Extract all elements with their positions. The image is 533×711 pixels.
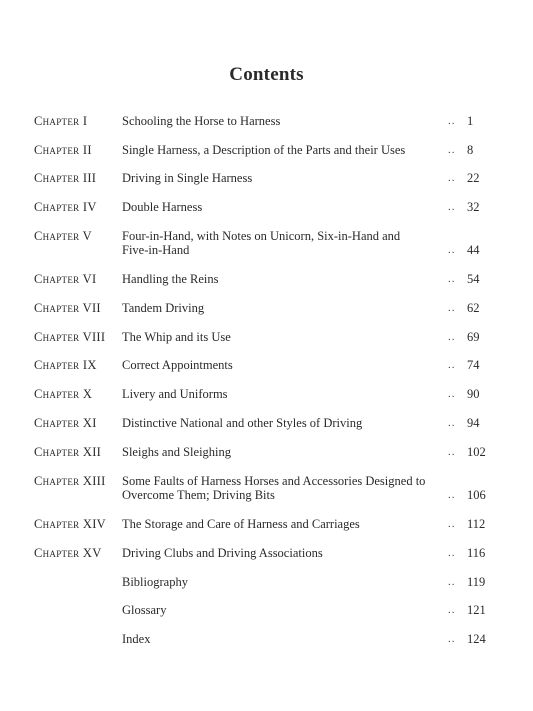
chapter-label: Chapter IV bbox=[34, 200, 97, 214]
page-number: 90 bbox=[467, 387, 480, 401]
chapter-title-line: Schooling the Horse to Harness bbox=[122, 114, 281, 128]
chapter-title-line: The Storage and Care of Harness and Carriages bbox=[122, 517, 360, 531]
leader-dots: .. bbox=[448, 201, 456, 213]
page-number: 121 bbox=[467, 603, 486, 617]
chapter-label: Chapter VIII bbox=[34, 330, 106, 344]
leader-dots: .. bbox=[448, 518, 456, 530]
page-number: 106 bbox=[467, 488, 486, 502]
leader-dots: .. bbox=[448, 331, 456, 343]
chapter-title-line: Double Harness bbox=[122, 200, 203, 214]
chapter-title-line: Overcome Them; Driving Bits bbox=[122, 488, 275, 502]
chapter-label: Chapter III bbox=[34, 171, 97, 185]
chapter-title-line: Index bbox=[122, 632, 151, 646]
page-number: 124 bbox=[467, 632, 486, 646]
chapter-title-line: Correct Appointments bbox=[122, 358, 233, 372]
leader-dots: .. bbox=[448, 388, 456, 400]
page-number: 112 bbox=[467, 517, 486, 531]
page-number: 119 bbox=[467, 575, 486, 589]
page-number: 62 bbox=[467, 301, 480, 315]
chapter-title-line: Some Faults of Harness Horses and Accessories Designed to bbox=[122, 474, 426, 488]
chapter-label: Chapter I bbox=[34, 114, 88, 128]
leader-dots: .. bbox=[448, 302, 456, 314]
chapter-title-line: Bibliography bbox=[122, 575, 188, 589]
chapter-title-line: Four-in-Hand, with Notes on Unicorn, Six-in-Hand and bbox=[122, 229, 401, 243]
chapter-label: Chapter VI bbox=[34, 272, 97, 286]
chapter-title bbox=[122, 603, 422, 617]
chapter-title-line: The Whip and its Use bbox=[122, 330, 231, 344]
chapter-title-line: Distinctive National and other Styles of Driving bbox=[122, 416, 363, 430]
page-number: 44 bbox=[467, 243, 480, 257]
chapter-label: Chapter XV bbox=[34, 546, 102, 560]
chapter-title bbox=[122, 171, 422, 185]
chapter-title bbox=[122, 114, 422, 128]
chapter-title-line: Single Harness, a Description of the Parts and their Uses bbox=[122, 143, 406, 157]
chapter-label: Chapter VII bbox=[34, 301, 101, 315]
leader-dots: .. bbox=[448, 576, 456, 588]
chapter-label: Chapter X bbox=[34, 387, 93, 401]
chapter-title bbox=[122, 632, 422, 646]
chapter-title bbox=[122, 416, 422, 430]
chapter-title bbox=[122, 445, 422, 459]
leader-dots: .. bbox=[448, 633, 456, 645]
leader-dots: .. bbox=[448, 244, 456, 256]
page-number: 116 bbox=[467, 546, 486, 560]
chapter-title bbox=[122, 546, 422, 560]
chapter-label: Chapter II bbox=[34, 143, 92, 157]
chapter-label: Chapter V bbox=[34, 229, 92, 243]
chapter-title-line: Driving in Single Harness bbox=[122, 171, 253, 185]
chapter-title bbox=[122, 229, 422, 257]
page-number: 102 bbox=[467, 445, 486, 459]
chapter-title bbox=[122, 301, 422, 315]
chapter-title bbox=[122, 143, 422, 157]
chapter-title bbox=[122, 200, 422, 214]
page-number: 22 bbox=[467, 171, 480, 185]
chapter-title bbox=[122, 575, 422, 589]
page-number: 94 bbox=[467, 416, 480, 430]
chapter-title-line: Tandem Driving bbox=[122, 301, 205, 315]
chapter-title-line: Five-in-Hand bbox=[122, 243, 190, 257]
chapter-title-line: Glossary bbox=[122, 603, 167, 617]
leader-dots: .. bbox=[448, 273, 456, 285]
page-title: Contents bbox=[229, 64, 304, 85]
leader-dots: .. bbox=[448, 604, 456, 616]
chapter-title bbox=[122, 330, 422, 344]
chapter-label: Chapter IX bbox=[34, 358, 97, 372]
leader-dots: .. bbox=[448, 446, 456, 458]
page-number: 69 bbox=[467, 330, 480, 344]
page-number: 54 bbox=[467, 272, 480, 286]
chapter-label: Chapter XII bbox=[34, 445, 102, 459]
chapter-label: Chapter XIV bbox=[34, 517, 106, 531]
chapter-label: Chapter XI bbox=[34, 416, 97, 430]
leader-dots: .. bbox=[448, 417, 456, 429]
leader-dots: .. bbox=[448, 172, 456, 184]
leader-dots: .. bbox=[448, 115, 456, 127]
leader-dots: .. bbox=[448, 547, 456, 559]
page-number: 8 bbox=[467, 143, 474, 157]
chapter-title-line: Sleighs and Sleighing bbox=[122, 445, 232, 459]
chapter-title bbox=[122, 474, 426, 502]
chapter-title bbox=[122, 358, 422, 372]
page-number: 32 bbox=[467, 200, 480, 214]
chapter-title-line: Livery and Uniforms bbox=[122, 387, 228, 401]
chapter-label: Chapter XIII bbox=[34, 474, 106, 488]
chapter-title-line: Driving Clubs and Driving Associations bbox=[122, 546, 323, 560]
leader-dots: .. bbox=[448, 144, 456, 156]
leader-dots: .. bbox=[448, 489, 456, 501]
page-number: 1 bbox=[467, 114, 474, 128]
chapter-title bbox=[122, 272, 422, 286]
chapter-title bbox=[122, 517, 422, 531]
page-number: 74 bbox=[467, 358, 480, 372]
chapter-title bbox=[122, 387, 422, 401]
chapter-title-line: Handling the Reins bbox=[122, 272, 219, 286]
leader-dots: .. bbox=[448, 359, 456, 371]
